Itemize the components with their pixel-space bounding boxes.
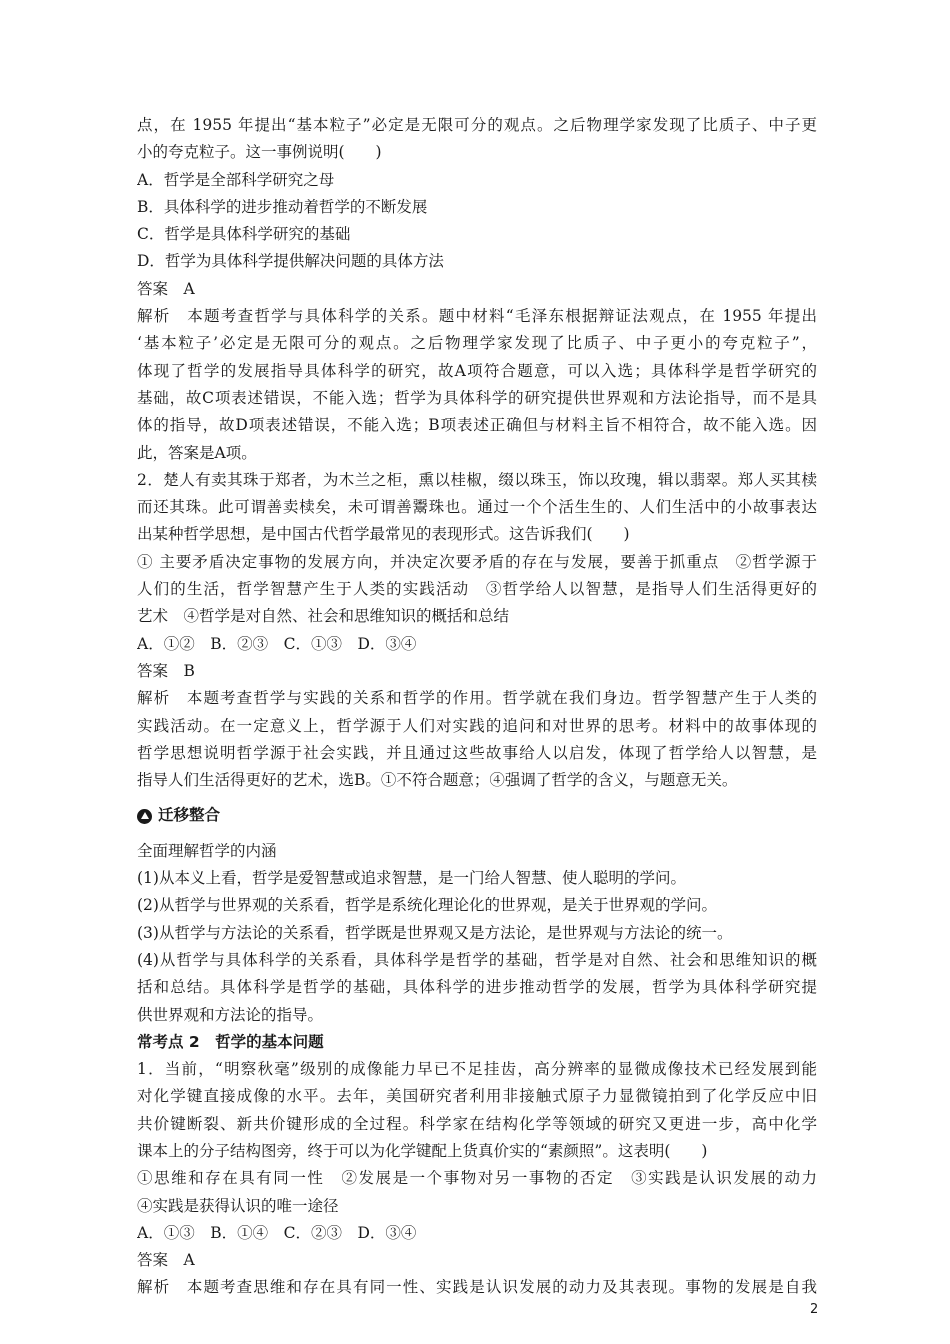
question-text-line: 对化学键直接成像的水平。去年，美国研究者利用非接触式原子力显微镜拍到了化学反应中旧 [137, 1087, 817, 1106]
migration-section [137, 838, 817, 1029]
analysis-line: 解析 本题考查哲学与具体科学的关系。题中材料“毛泽东根据辩证法观点，在 1955 年提出 [137, 307, 817, 326]
choice-line: ① 主要矛盾决定事物的发展方向，并决定次要矛盾的存在与发展，要善于抓重点 ②哲学源于 [137, 552, 817, 571]
document-page [137, 112, 817, 1302]
analysis-line: 哲学思想说明哲学源于社会实践，并且通过这些故事给人以启发，体现了哲学给人以智慧，是 [137, 743, 817, 762]
choice-line: 人们的生活，哲学智慧产生于人类的实践活动 ③哲学给人以智慧，是指导人们生活得更好的 [137, 580, 817, 599]
answer-line: 答案 B [137, 661, 195, 680]
triangle-badge-icon [137, 809, 152, 824]
analysis-line: 解析 本题考查思维和存在具有同一性、实践是认识发展的动力及其表现。事物的发展是自我 [137, 1278, 817, 1297]
summary-line: (1)从本义上看，哲学是爱智慧或追求智慧，是一门给人智慧、使人聪明的学问。 [137, 869, 686, 888]
analysis-line: 体的指导，故D项表述错误，不能入选；B项表述正确但与材料主旨不相符合，故不能入选。因 [137, 416, 817, 435]
options-line: A．①② B．②③ C．①③ D．③④ [137, 634, 417, 653]
summary-line: (4)从哲学与具体科学的关系看，具体科学是哲学的基础，哲学是对自然、社会和思维知识的概 [137, 950, 817, 969]
question-text-line: 2．楚人有卖其珠于郑者，为木兰之柜，熏以桂椒，缀以珠玉，饰以玫瑰，辑以翡翠。郑人买其椟 [137, 470, 817, 489]
question-text-line: 小的夸克粒子。这一事例说明( ) [137, 143, 382, 162]
question-text-line: 1．当前，“明察秋毫”级别的成像能力早已不足挂齿，高分辨率的显微成像技术已经发展到能 [137, 1060, 817, 1079]
analysis-line: 基础，故C项表述错误，不能入选；哲学为具体科学的研究提供世界观和方法论指导，而不是具 [137, 388, 817, 407]
analysis-line: 此，答案是A项。 [137, 443, 257, 462]
choice-line: ①思维和存在具有同一性 ②发展是一个事物对另一事物的否定 ③实践是认识发展的动力 [137, 1169, 817, 1188]
question-text-line: 课本上的分子结构图旁，终于可以为化学键配上货真价实的“素颜照”。这表明( ) [137, 1141, 708, 1160]
option-b: B．具体科学的进步推动着哲学的不断发展 [137, 197, 428, 216]
summary-line: (2)从哲学与世界观的关系看，哲学是系统化理论化的世界观，是关于世界观的学问。 [137, 896, 717, 915]
analysis-line: 体现了哲学的发展指导具体科学的研究，故A项符合题意，可以入选；具体科学是哲学研究的 [137, 361, 817, 380]
option-c: C．哲学是具体科学研究的基础 [137, 225, 351, 244]
option-d: D．哲学为具体科学提供解决问题的具体方法 [137, 252, 444, 271]
answer-line: 答案 A [137, 279, 195, 298]
section-2 [137, 1029, 817, 1302]
question-2 [137, 467, 817, 795]
section-title: 常考点 2 哲学的基本问题 [137, 1032, 324, 1051]
migration-title: 迁移整合 [158, 806, 221, 825]
analysis-line: 解析 本题考查哲学与实践的关系和哲学的作用。哲学就在我们身边。哲学智慧产生于人类的 [137, 689, 817, 708]
summary-line: (3)从哲学与方法论的关系看，哲学既是世界观又是方法论，是世界观与方法论的统一。 [137, 923, 733, 942]
migration-heading [137, 802, 817, 829]
question-text-line: 共价键断裂、新共价键形成的全过程。科学家在结构化学等领域的研究又更进一步，高中化学 [137, 1114, 817, 1133]
analysis-line: 指导人们生活得更好的艺术，选B。①不符合题意；④强调了哲学的含义，与题意无关。 [137, 771, 738, 790]
question-1-tail [137, 112, 817, 467]
choice-line: ④实践是获得认识的唯一途径 [137, 1196, 339, 1215]
analysis-line: ‘基本粒子’必定是无限可分的观点。之后物理学家发现了比质子、中子更小的夸克粒子”， [137, 334, 817, 353]
answer-line: 答案 A [137, 1251, 195, 1270]
question-text-line: 而还其珠。此可谓善卖椟矣，未可谓善鬻珠也。通过一个个活生生的、人们生活中的小故事表达 [137, 498, 817, 517]
question-text-line: 出某种哲学思想，是中国古代哲学最常见的表现形式。这告诉我们( ) [137, 525, 630, 544]
choice-line: 艺术 ④哲学是对自然、社会和思维知识的概括和总结 [137, 607, 510, 626]
page-number: 2 [810, 1302, 819, 1317]
option-a: A．哲学是全部科学研究之母 [137, 170, 335, 189]
summary-line: 括和总结。具体科学是哲学的基础，具体科学的进步推动哲学的发展，哲学为具体科学研究提 [137, 978, 817, 997]
analysis-line: 实践活动。在一定意义上，哲学源于人们对实践的追问和对世界的思考。材料中的故事体现的 [137, 716, 817, 735]
summary-line: 供世界观和方法论的指导。 [137, 1005, 324, 1024]
options-line: A．①③ B．①④ C．②③ D．③④ [137, 1223, 417, 1242]
summary-line: 全面理解哲学的内涵 [137, 841, 277, 860]
question-text-line: 点，在 1955 年提出“基本粒子”必定是无限可分的观点。之后物理学家发现了比质子、中子更 [137, 116, 817, 134]
